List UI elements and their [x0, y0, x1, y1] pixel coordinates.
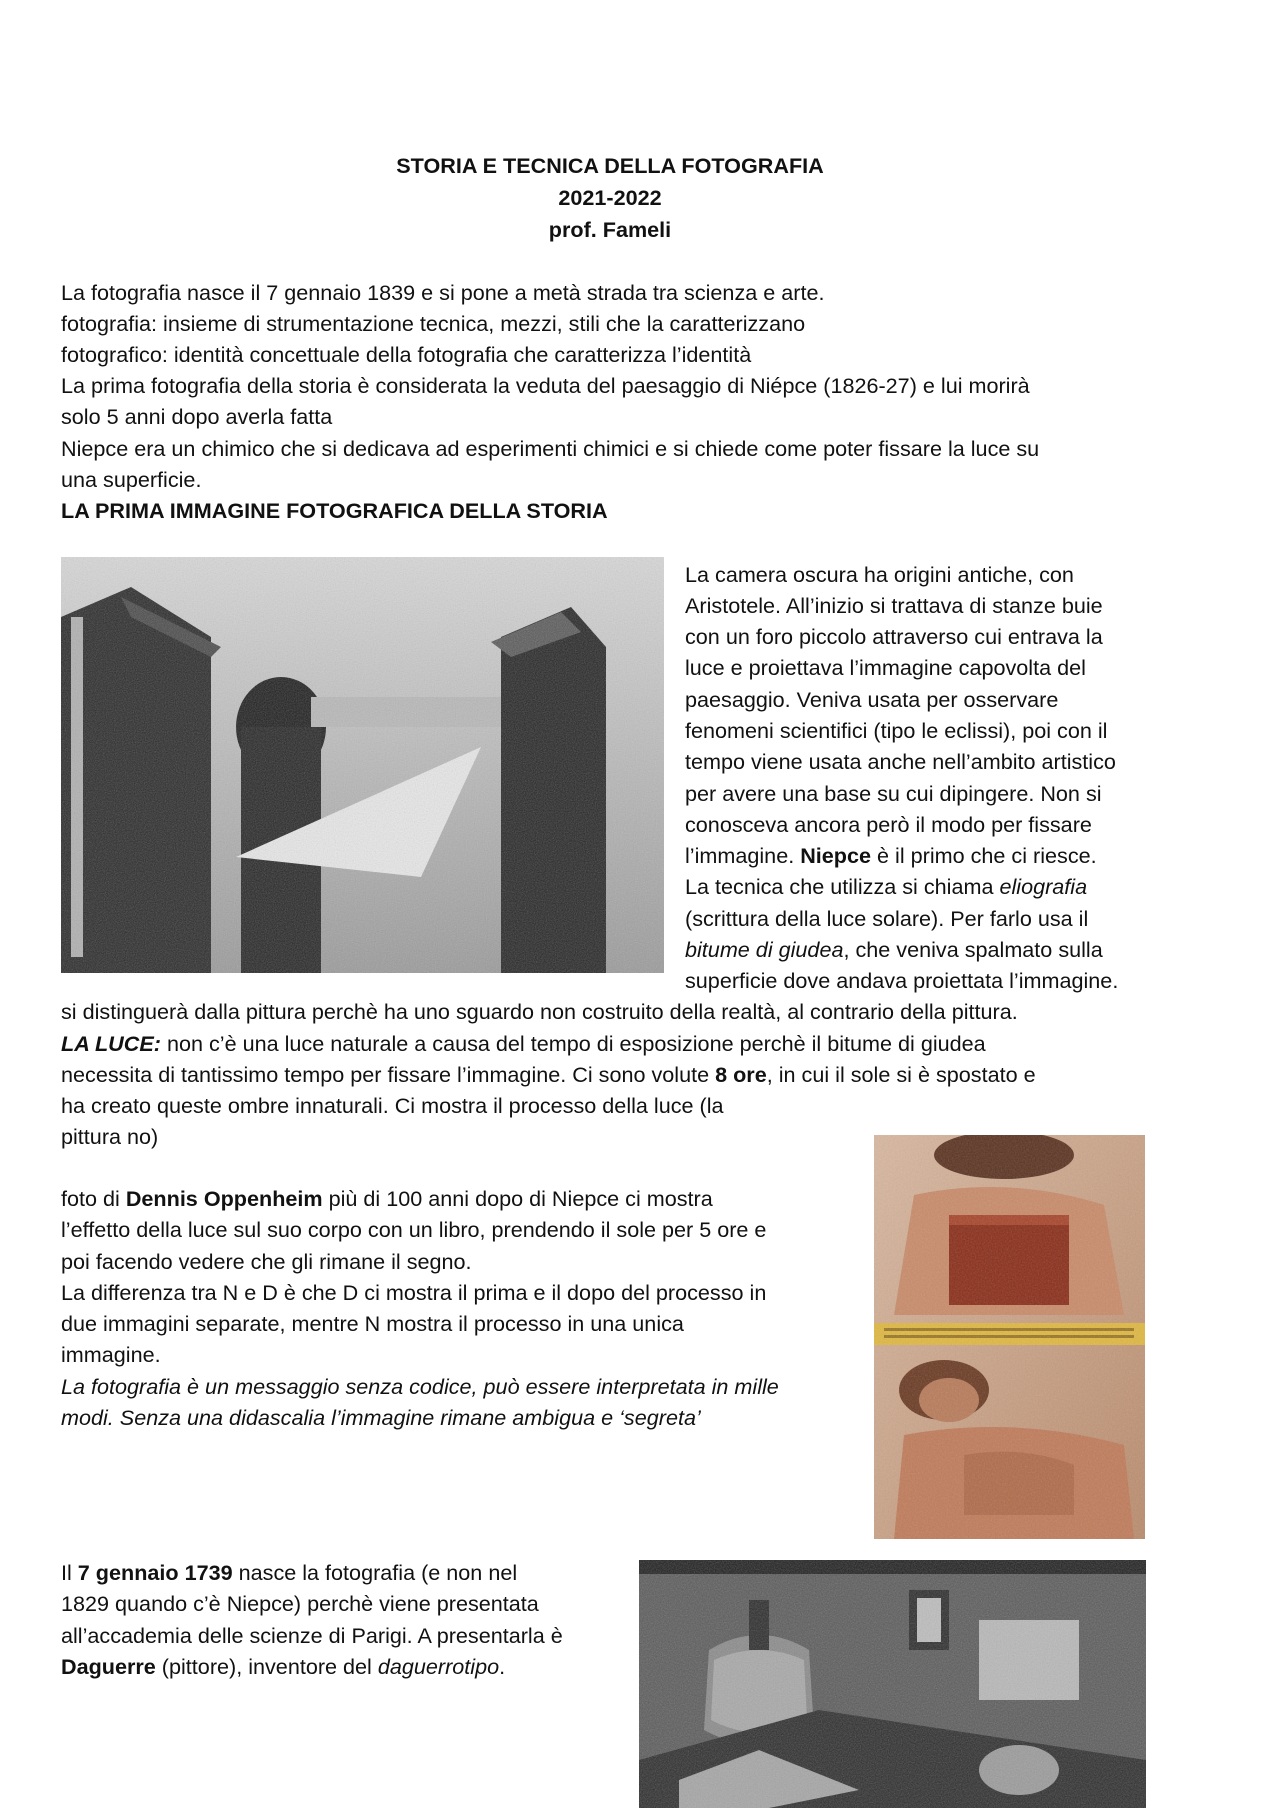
body-line: pittura no) — [61, 1124, 159, 1149]
body-line: La fotografia è un messaggio senza codice, può essere interpretata in mille — [61, 1374, 779, 1399]
body-line: immagine. — [61, 1342, 161, 1367]
section-heading: LA PRIMA IMMAGINE FOTOGRAFICA DELLA STORIA — [61, 498, 608, 523]
body-line: Daguerre (pittore), inventore del daguerrotipo. — [61, 1654, 506, 1679]
body-line: superficie dove andava proiettata l’immagine. — [685, 968, 1119, 993]
body-line: ha creato queste ombre innaturali. Ci mostra il processo della luce (la — [61, 1093, 724, 1118]
document-author: prof. Fameli — [548, 217, 672, 242]
intro-line: solo 5 anni dopo averla fatta — [61, 404, 333, 429]
body-line: bitume di giudea, che veniva spalmato sulla — [685, 937, 1103, 962]
intro-line: fotografico: identità concettuale della fotografia che caratterizza l’identità — [61, 342, 752, 367]
oppenheim-reading-position-photo — [874, 1135, 1145, 1539]
intro-line: La prima fotografia della storia è considerata la veduta del paesaggio di Niépce (1826-27) e lui morirà — [61, 373, 1030, 398]
intro-line: una superficie. — [61, 467, 202, 492]
body-line: La tecnica che utilizza si chiama eliografia — [685, 874, 1088, 899]
intro-line: La fotografia nasce il 7 gennaio 1839 e si pone a metà strada tra scienza e arte. — [61, 280, 825, 305]
body-line: necessita di tantissimo tempo per fissare l’immagine. Ci sono volute 8 ore, in cui il sole si è spostato e — [61, 1062, 1036, 1087]
body-line: LA LUCE: non c’è una luce naturale a causa del tempo di esposizione perchè il bitume di giudea — [61, 1031, 986, 1056]
document-title: STORIA E TECNICA DELLA FOTOGRAFIA — [396, 153, 824, 178]
body-line: paesaggio. Veniva usata per osservare — [685, 687, 1059, 712]
body-line: poi facendo vedere che gli rimane il segno. — [61, 1249, 472, 1274]
body-line: fenomeni scientifici (tipo le eclissi), poi con il — [685, 718, 1108, 743]
body-line: (scrittura della luce solare). Per farlo usa il — [685, 906, 1089, 931]
body-line: 1829 quando c’è Niepce) perchè viene presentata — [61, 1591, 539, 1616]
body-line: l’effetto della luce sul suo corpo con un libro, prendendo il sole per 5 ore e — [61, 1217, 767, 1242]
intro-line: Niepce era un chimico che si dedicava ad esperimenti chimici e si chiede come poter fissare la luce su — [61, 436, 1040, 461]
body-line: Il 7 gennaio 1739 nasce la fotografia (e non nel — [61, 1560, 518, 1585]
body-line: per avere una base su cui dipingere. Non si — [685, 781, 1102, 806]
body-line: all’accademia delle scienze di Parigi. A presentarla è — [61, 1623, 563, 1648]
body-line: luce e proiettava l’immagine capovolta del — [685, 655, 1086, 680]
body-line: Aristotele. All’inizio si trattava di stanze buie — [685, 593, 1103, 618]
document-year: 2021-2022 — [558, 185, 662, 210]
body-line: conosceva ancora però il modo per fissare — [685, 812, 1092, 837]
body-line: La differenza tra N e D è che D ci mostra il prima e il dopo del processo in — [61, 1280, 767, 1305]
body-line: tempo viene usata anche nell’ambito artistico — [685, 749, 1116, 774]
body-line: due immagini separate, mentre N mostra il processo in una unica — [61, 1311, 684, 1336]
body-line: La camera oscura ha origini antiche, con — [685, 562, 1074, 587]
daguerreotype-still-life-photo — [639, 1560, 1146, 1808]
body-line: modi. Senza una didascalia l’immagine rimane ambigua e ‘segreta’ — [61, 1405, 701, 1430]
body-line: l’immagine. Niepce è il primo che ci riesce. — [685, 843, 1097, 868]
intro-line: fotografia: insieme di strumentazione tecnica, mezzi, stili che la caratterizzano — [61, 311, 806, 336]
body-line: con un foro piccolo attraverso cui entrava la — [685, 624, 1103, 649]
niepce-heliograph-photo — [61, 557, 664, 973]
body-line: foto di Dennis Oppenheim più di 100 anni dopo di Niepce ci mostra — [61, 1186, 713, 1211]
body-line: si distinguerà dalla pittura perchè ha uno sguardo non costruito della realtà, al contrario della pittura. — [61, 999, 1018, 1024]
